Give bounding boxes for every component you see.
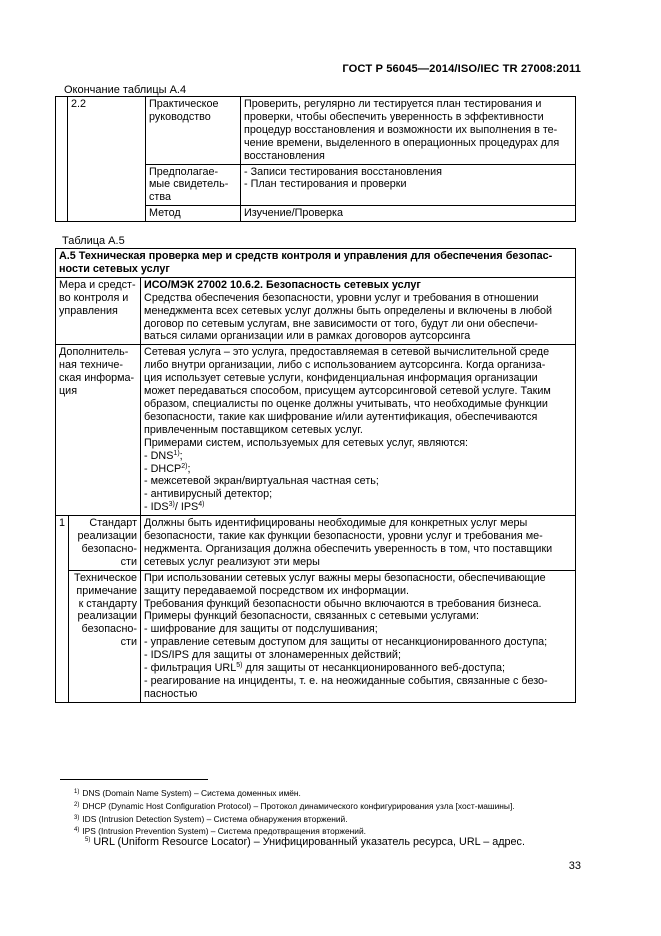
footnote-1 bbox=[74, 788, 301, 798]
label-line: ная техниче- bbox=[59, 359, 124, 372]
list-item-antivirus: - антивирусный детектор; bbox=[144, 488, 273, 501]
footnote-2 bbox=[74, 801, 515, 811]
label-line: реализации bbox=[77, 610, 138, 623]
footnote-3 bbox=[74, 814, 348, 824]
text-line: ция использует сетевые услуги, конфиденциальная информация организации bbox=[144, 372, 538, 385]
label-line: управления bbox=[59, 304, 118, 317]
cell-label: Практическое руководство bbox=[149, 98, 219, 123]
text-line: неджмента. Организация должна обеспечить уверенность в том, что поставщики bbox=[144, 542, 553, 555]
standard-number: 1 bbox=[56, 516, 69, 703]
text-line: Примерами систем, используемых для сетевых услуг, являются: bbox=[144, 436, 469, 449]
text-line: - Записи тестирования восстановления bbox=[244, 165, 442, 178]
footnote-ref: 5) bbox=[236, 662, 243, 670]
footnote-rule bbox=[60, 779, 208, 780]
label-line: Техническое bbox=[73, 571, 138, 584]
additional-text bbox=[141, 345, 576, 516]
text-line: - План тестирования и проверки bbox=[244, 178, 407, 191]
footnote-text: IPS (Intrusion Prevention System) – Система предотвращения вторжений. bbox=[82, 826, 366, 836]
text-line: ваться силами организации или в рамках договоров аутсорсинга bbox=[144, 330, 471, 343]
table-row bbox=[56, 345, 576, 516]
table-row bbox=[56, 516, 576, 571]
list-text: / IPS bbox=[174, 501, 199, 514]
list-text: ; bbox=[187, 462, 191, 475]
additional-label bbox=[56, 345, 141, 516]
footnote-mark: 2) bbox=[74, 802, 80, 808]
table-a4 bbox=[55, 96, 576, 222]
text-line: образом, специалисты по оценке должны учитывать, что необходимые функции bbox=[144, 397, 548, 410]
list-text: - IDS bbox=[144, 501, 169, 514]
label-line: ская информа- bbox=[59, 372, 135, 385]
table-a4-text-evidence bbox=[241, 164, 576, 206]
text-line: Требования функций безопасности обычно включаются в требования бизнеса. bbox=[144, 597, 542, 610]
footnote-ref: 1) bbox=[173, 449, 180, 457]
table-a5 bbox=[55, 248, 576, 703]
cell-label: Предполагае-мые свидетель-ства bbox=[149, 165, 229, 204]
table-a5-title bbox=[56, 249, 576, 278]
list-text: для защиты от несанкционированного веб-доступа; bbox=[242, 662, 506, 675]
text-line: договор по сетевым услугам, вне зависимости от того, будут ли они обеспечи- bbox=[144, 317, 538, 330]
note-text bbox=[141, 570, 576, 702]
footnote-ref: 2) bbox=[181, 462, 188, 470]
label-line: сти bbox=[120, 555, 138, 568]
list-item-dns bbox=[144, 450, 572, 463]
list-item-ids-ips bbox=[144, 501, 572, 514]
table-row bbox=[56, 570, 576, 702]
note-label bbox=[69, 570, 141, 702]
text-line: безопасности, такие как функции безопасности, уровни услуг и требования ме- bbox=[144, 530, 543, 543]
table-a4-caption: Окончание таблицы А.4 bbox=[64, 84, 187, 96]
text-line: проверки, чтобы обеспечить уверенность в эффективности bbox=[244, 110, 544, 123]
label-line: безопасно- bbox=[81, 542, 138, 555]
text-line: - управление сетевым доступом для защиты от несанкционированного доступа; bbox=[144, 636, 548, 649]
list-item-dhcp bbox=[144, 463, 572, 476]
text-line: Средства обеспечения безопасности, уровни услуг и требования в отношении bbox=[144, 291, 539, 304]
footnote-mark: 1) bbox=[74, 789, 80, 795]
cell-label: Метод bbox=[149, 207, 181, 220]
text-line: может передаваться способом, присущем аутсорсинговой сетевой услуге. Таким bbox=[144, 385, 551, 398]
text-line: сетевых услуг реализуют эти меры bbox=[144, 555, 320, 568]
list-text: - DHCP bbox=[144, 462, 182, 475]
footnote-text: DHCP (Dynamic Host Configuration Protocol) – Протокол динамического конфигурирования узла [хост-машины]. bbox=[82, 801, 515, 811]
footnote-5 bbox=[85, 836, 525, 848]
text-line: либо внутри организации, либо с использованием аутсорсинга. Когда организа- bbox=[144, 359, 546, 372]
text-line: - реагирование на инциденты, т. е. на неожиданные события, связанные с безо- bbox=[144, 675, 548, 687]
text-line: Примеры функций безопасности, связанных с сетевыми услугами: bbox=[144, 610, 480, 623]
text-line: менеджмента всех сетевых услуг должны быть определены и включены в любой bbox=[144, 304, 553, 317]
table-a4-label-method bbox=[146, 206, 241, 222]
text-line: - шифрование для защиты от подслушивания; bbox=[144, 623, 378, 636]
title-line: ности сетевых услуг bbox=[59, 262, 170, 275]
label-line: к стандарту bbox=[78, 597, 138, 610]
footnote-ref: 3) bbox=[168, 501, 175, 509]
table-cell-blank bbox=[56, 97, 68, 222]
text-line: Сетевая услуга – это услуга, предоставляемая в сетевой вычислительной среде bbox=[144, 346, 550, 359]
table-a5-caption: Таблица А.5 bbox=[62, 235, 125, 247]
label-line: сти bbox=[120, 636, 138, 649]
footnote-4 bbox=[74, 826, 366, 836]
text-line: - IDS/IPS для защиты от злонамеренных действий; bbox=[144, 649, 401, 662]
page-number: 33 bbox=[568, 860, 581, 872]
title-line: А.5 Техническая проверка мер и средств контроля и управления для обеспечения безопас- bbox=[59, 250, 553, 262]
table-a4-label-guidance bbox=[146, 97, 241, 165]
label-line: ция bbox=[59, 385, 78, 398]
text-line: Проверить, регулярно ли тестируется план тестирования и bbox=[244, 98, 542, 110]
table-a4-text-guidance bbox=[241, 97, 576, 165]
text-line: Должны быть идентифицированы необходимые для конкретных услуг меры bbox=[144, 517, 528, 530]
text-line: привлеченным поставщиком сетевых услуг. bbox=[144, 423, 363, 436]
footnote-text: URL (Uniform Resource Locator) – Унифицированный указатель ресурса, URL – адрес. bbox=[93, 836, 525, 848]
text-line: Изучение/Проверка bbox=[244, 207, 343, 220]
list-text: ; bbox=[179, 449, 183, 462]
table-row bbox=[56, 277, 576, 345]
label-line: Мера и средст- bbox=[59, 278, 136, 291]
table-row bbox=[56, 97, 576, 165]
text-line: восстановления bbox=[244, 149, 325, 162]
footnote-text: DNS (Domain Name System) – Система доменных имён. bbox=[82, 788, 301, 798]
table-a4-label-evidence bbox=[146, 164, 241, 206]
control-label bbox=[56, 277, 141, 345]
text-line: чение времени, выделенного в операционных процедурах для bbox=[244, 136, 560, 149]
label-line: примечание bbox=[76, 584, 138, 597]
footnote-mark: 4) bbox=[74, 827, 80, 833]
list-text: - DNS bbox=[144, 449, 174, 462]
footnote-mark: 3) bbox=[74, 815, 80, 821]
label-line: Дополнитель- bbox=[59, 346, 129, 359]
text-line: безопасности, такие как шифрование и/или аутентификация, обеспечиваются bbox=[144, 410, 538, 423]
text-line: защиту передаваемой посредством их информации. bbox=[144, 584, 410, 597]
label-line: безопасно- bbox=[81, 623, 138, 636]
control-text bbox=[141, 277, 576, 345]
footnote-text: IDS (Intrusion Detection System) – Система обнаружения вторжений. bbox=[82, 814, 348, 824]
standard-text bbox=[141, 516, 576, 571]
text-line: пасностью bbox=[144, 687, 198, 700]
list-text: - фильтрация URL bbox=[144, 662, 237, 675]
standard-label bbox=[69, 516, 141, 571]
label-line: Стандарт bbox=[89, 517, 138, 530]
footnote-ref: 4) bbox=[198, 501, 205, 509]
list-item-firewall: - межсетевой экран/виртуальная частная сеть; bbox=[144, 475, 379, 488]
control-heading: ИСО/МЭК 27002 10.6.2. Безопасность сетевых услуг bbox=[144, 278, 421, 291]
label-line: реализации bbox=[77, 530, 138, 543]
document-header: ГОСТ Р 56045—2014/ISO/IEC TR 27008:2011 bbox=[342, 63, 581, 75]
label-line: во контроля и bbox=[59, 291, 129, 304]
table-row bbox=[56, 249, 576, 278]
footnote-mark: 5) bbox=[85, 837, 91, 843]
text-line: При использовании сетевых услуг важны меры безопасности, обеспечивающие bbox=[144, 571, 546, 584]
table-a4-text-method bbox=[241, 206, 576, 222]
text-line: процедур восстановления и возможности их выполнения в те- bbox=[244, 123, 558, 136]
list-item-url bbox=[144, 662, 572, 675]
table-a4-number: 2.2 bbox=[68, 97, 146, 222]
